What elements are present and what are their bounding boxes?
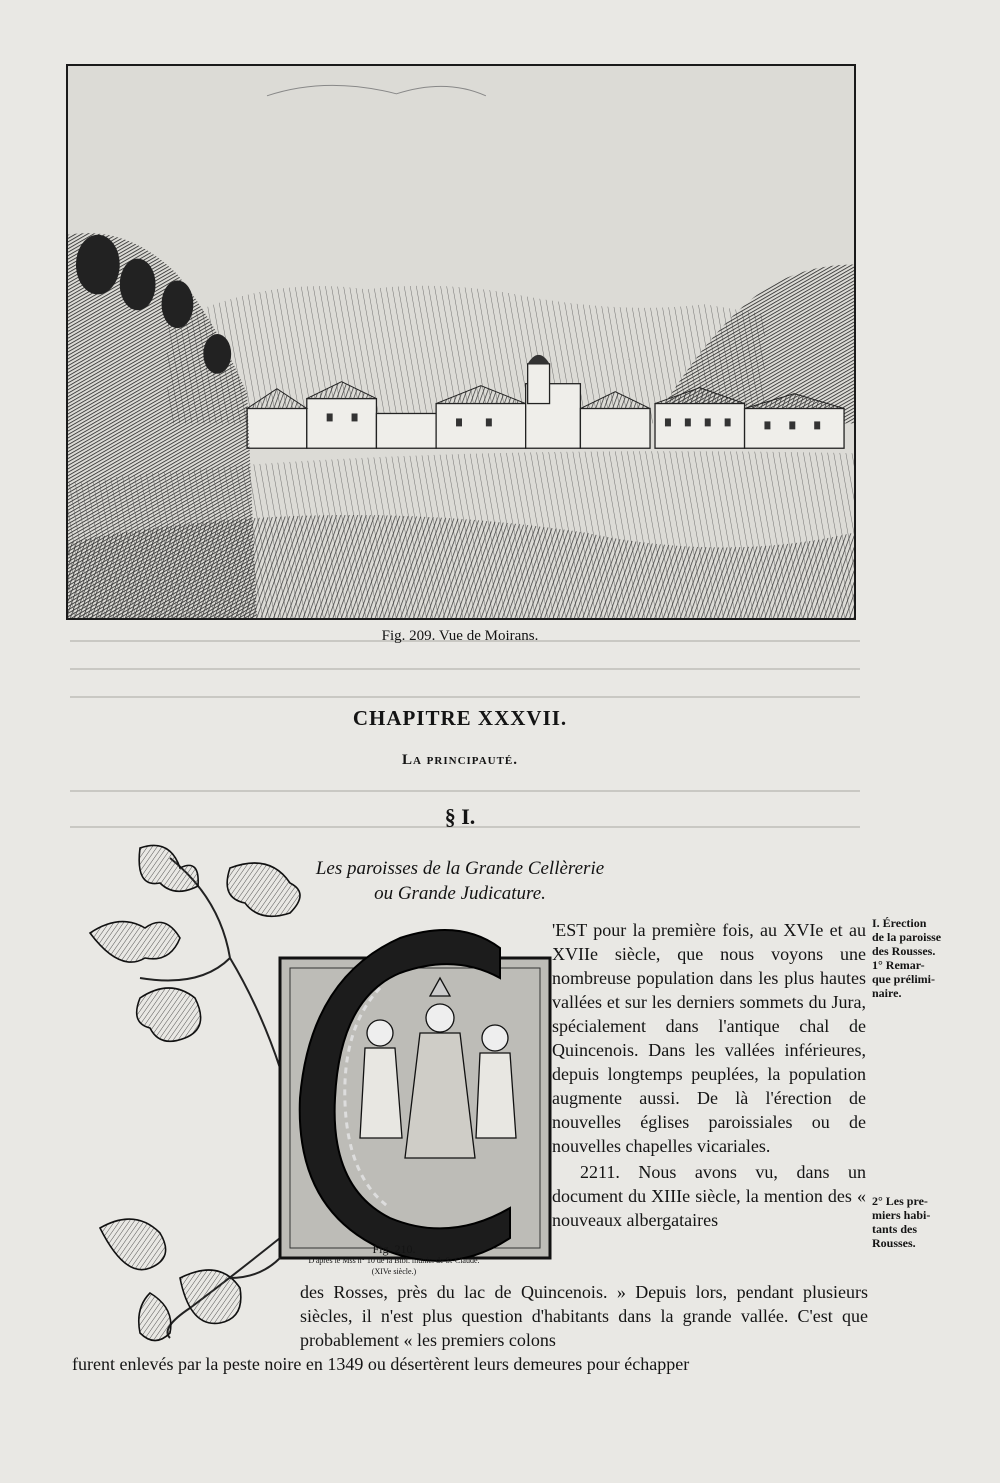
subtitle-line-2: ou Grande Judicature. <box>374 883 546 904</box>
figure-210-caption <box>296 1244 492 1277</box>
margin-note-line: naire. <box>872 986 902 1000</box>
show-through-line <box>70 668 860 670</box>
margin-note-line: 2° Les pre- <box>872 1194 928 1208</box>
show-through-line <box>70 696 860 698</box>
engraving-illustration <box>68 66 854 618</box>
margin-note-line: de la paroisse <box>872 930 942 944</box>
margin-note-line: des Rousses. <box>872 944 936 958</box>
subtitle-line-1: Les paroisses de la Grande Cellèrerie <box>315 858 605 879</box>
margin-note-line: que prélimi- <box>872 972 935 986</box>
section-mark: § I. <box>444 804 476 829</box>
margin-note-line: Rousses. <box>872 1236 916 1250</box>
margin-note-line: I. Érection <box>872 916 927 930</box>
figure-210-source: D'après le Mss n° 10 de la Bibl. munic. de St-Claude. <box>308 1256 480 1265</box>
figure-210-century: (XIVe siècle.) <box>371 1267 417 1276</box>
paragraph-3: des Rosses, près du lac de Quincenois. » Depuis lors, pendant plusieurs siècles, il n'est plus question d'habitants dans la grande vallée. C'est que probablement « les premiers colons <box>300 1282 868 1350</box>
body-text-column <box>552 918 866 1232</box>
figure-210-number: Fig. 210. <box>372 1242 416 1256</box>
section-heading: La principauté. <box>401 752 519 768</box>
show-through-line <box>70 790 860 792</box>
paragraph-2: 2211. Nous avons vu, dans un document du XIIIe siècle, la mention des « nouveaux albergataires <box>552 1162 866 1230</box>
margin-note-line: tants des <box>872 1222 918 1236</box>
paragraph-1: 'EST pour la première fois, au XVIe et au XVIIe siècle, que nous voyons une nombreuse population dans les plus hautes vallées et sur les derniers sommets du Jura, spécialement dans l'antique chal de Quincenois. Dans les vallées inférieures, depuis longtemps peuplées, la population augmente aussi. De là l'érection de nouvelles églises paroissiales ou de nouvelles chapelles vicariales. <box>552 920 866 1156</box>
paragraph-4: furent enlevés par la peste noire en 1349 ou désertèrent leurs demeures pour échapper <box>72 1354 690 1374</box>
chapter-title: CHAPITRE XXXVII. <box>352 706 568 730</box>
margin-note-1 <box>872 916 960 1000</box>
margin-note-2 <box>872 1194 960 1250</box>
moirans-engraving <box>66 64 856 620</box>
margin-note-line: miers habi- <box>872 1208 931 1222</box>
margin-note-line: 1° Remar- <box>872 958 925 972</box>
figure-caption: Fig. 209. Vue de Moirans. <box>381 628 539 644</box>
